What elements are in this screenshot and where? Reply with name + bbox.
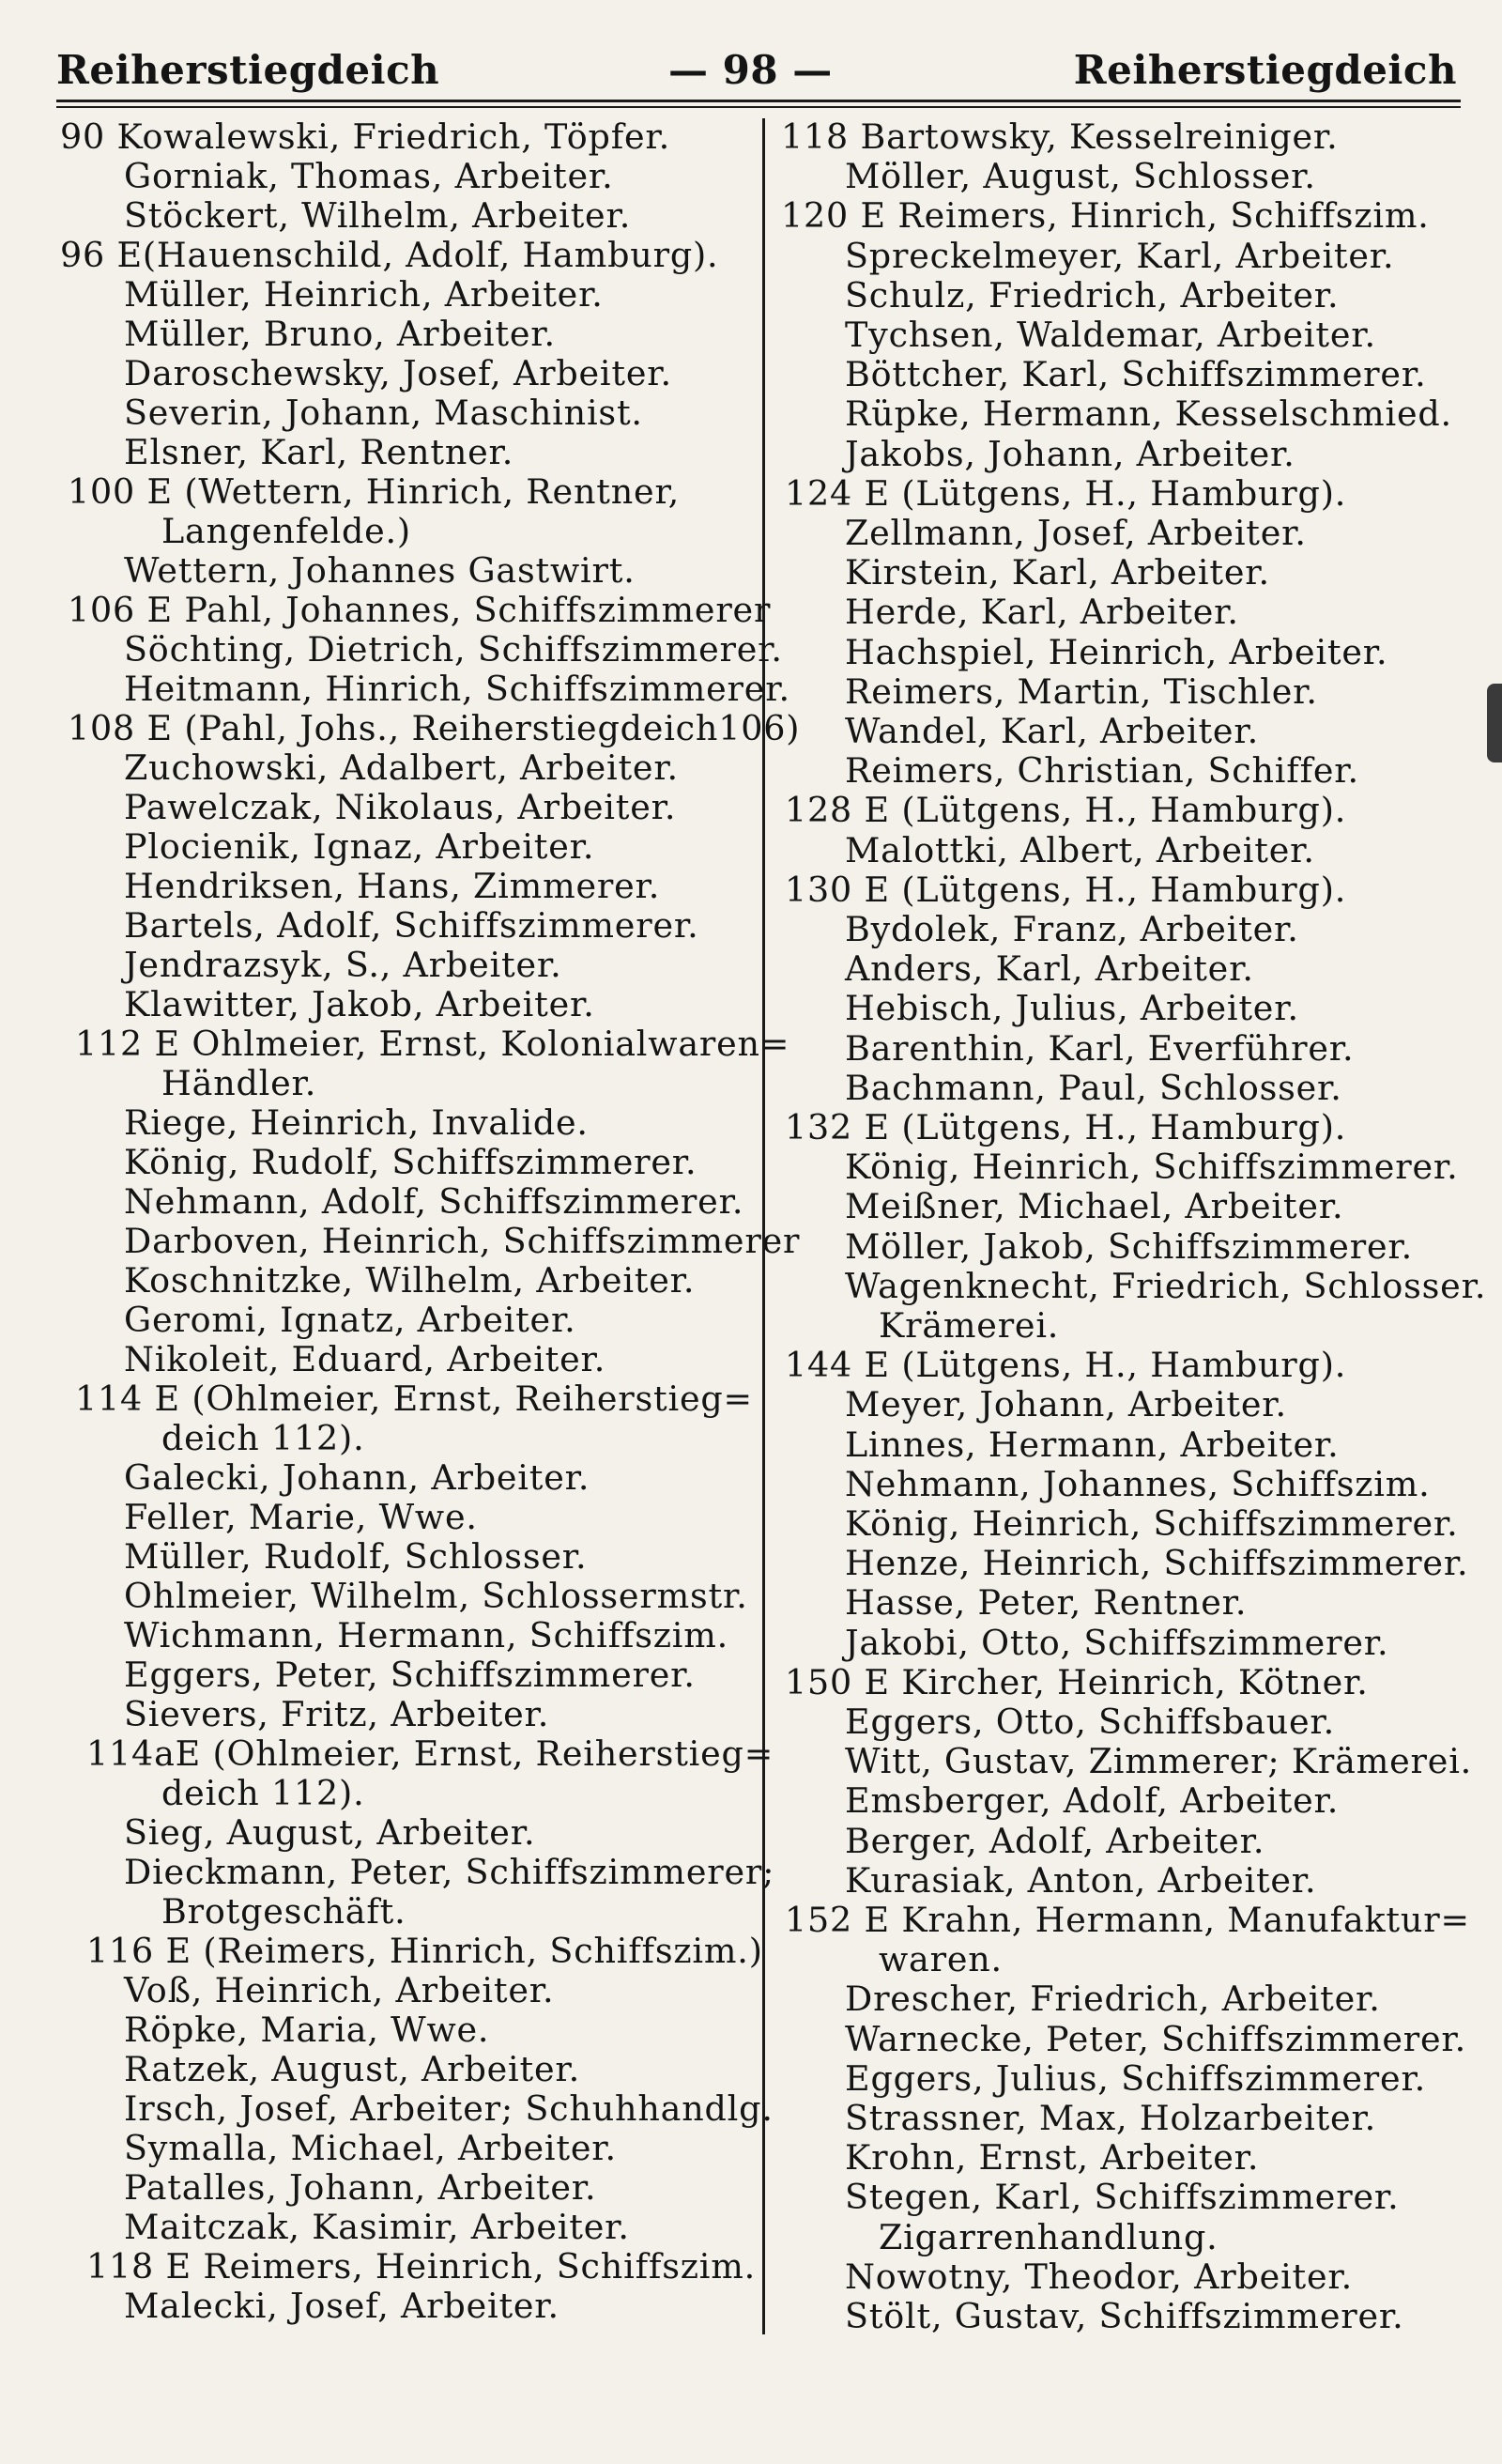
running-header-left: Reiherstiegdeich [56, 47, 440, 93]
directory-entry: Witt, Gustav, Zimmerer; Krämerei. [845, 1741, 1473, 1781]
directory-entry: Koschnitzke, Wilhelm, Arbeiter. [124, 1260, 696, 1301]
directory-entry: Riege, Heinrich, Invalide. [124, 1102, 589, 1143]
directory-entry: Malottki, Albert, Arbeiter. [845, 830, 1315, 870]
directory-entry: Rüpke, Hermann, Kesselschmied. [845, 393, 1452, 434]
directory-entry: Herde, Karl, Arbeiter. [845, 592, 1239, 632]
directory-entry: Stöckert, Wilhelm, Arbeiter. [124, 195, 632, 236]
directory-entry: Hendriksen, Hans, Zimmerer. [124, 866, 661, 906]
directory-entry: Nikoleit, Eduard, Arbeiter. [124, 1339, 606, 1379]
directory-entry: Elsner, Karl, Rentner. [124, 432, 514, 472]
directory-entry: Geromi, Ignatz, Arbeiter. [124, 1300, 576, 1340]
directory-entry: Warnecke, Peter, Schiffszimmerer. [845, 2019, 1467, 2059]
directory-entry: Brotgeschäft. [161, 1891, 406, 1932]
directory-entry: Symalla, Michael, Arbeiter. [124, 2128, 617, 2168]
directory-entry: Müller, Rudolf, Schlosser. [124, 1536, 588, 1577]
directory-entry: Irsch, Josef, Arbeiter; Schuhhandlg. [124, 2088, 774, 2129]
directory-entry: 106 E Pahl, Johannes, Schiffszimmerer [68, 590, 772, 630]
header-rule-thin [56, 106, 1461, 108]
directory-entry: Zuchowski, Adalbert, Arbeiter. [124, 747, 679, 788]
directory-entry: Eggers, Peter, Schiffszimmerer. [124, 1655, 696, 1695]
directory-entry: deich 112). [161, 1418, 365, 1458]
directory-entry: 144 E (Lütgens, H., Hamburg). [785, 1345, 1347, 1385]
directory-entry: Berger, Adolf, Arbeiter. [845, 1821, 1265, 1861]
directory-entry: 90 Kowalewski, Friedrich, Töpfer. [60, 116, 671, 157]
directory-entry: Zigarrenhandlung. [879, 2217, 1218, 2257]
directory-entry: König, Heinrich, Schiffszimmerer. [845, 1147, 1459, 1187]
directory-entry: Malecki, Josef, Arbeiter. [124, 2286, 559, 2326]
directory-entry: Bartels, Adolf, Schiffszimmerer. [124, 905, 699, 946]
directory-entry: 124 E (Lütgens, H., Hamburg). [785, 473, 1347, 514]
directory-entry: Galecki, Johann, Arbeiter. [124, 1457, 590, 1498]
directory-entry: Bydolek, Franz, Arbeiter. [845, 909, 1299, 949]
directory-entry: Wettern, Johannes Gastwirt. [124, 550, 636, 591]
directory-entry: Gorniak, Thomas, Arbeiter. [124, 156, 614, 196]
directory-entry: 132 E (Lütgens, H., Hamburg). [785, 1107, 1347, 1147]
directory-entry: Strassner, Max, Holzarbeiter. [845, 2098, 1377, 2138]
directory-entry: 96 E(Hauenschild, Adolf, Hamburg). [60, 235, 719, 275]
directory-entry: Plocienik, Ignaz, Arbeiter. [124, 826, 595, 867]
directory-entry: deich 112). [161, 1773, 365, 1813]
directory-entry: 108 E (Pahl, Johs., Reiherstiegdeich106) [68, 708, 801, 748]
directory-entry: Heitmann, Hinrich, Schiffszimmerer. [124, 669, 790, 709]
directory-entry: Henze, Heinrich, Schiffszimmerer. [845, 1543, 1469, 1583]
directory-entry: Müller, Heinrich, Arbeiter. [124, 274, 604, 315]
directory-entry: Schulz, Friedrich, Arbeiter. [845, 275, 1340, 316]
directory-entry: 116 E (Reimers, Hinrich, Schiffszim.) [86, 1931, 763, 1971]
directory-entry: Eggers, Otto, Schiffsbauer. [845, 1702, 1336, 1742]
directory-entry: Patalles, Johann, Arbeiter. [124, 2167, 597, 2208]
directory-entry: 114aE (Ohlmeier, Ernst, Reiherstieg= [86, 1733, 774, 1774]
directory-entry: Maitczak, Kasimir, Arbeiter. [124, 2207, 630, 2247]
directory-entry: Hasse, Peter, Rentner. [845, 1582, 1248, 1623]
directory-entry: Nowotny, Theodor, Arbeiter. [845, 2256, 1354, 2297]
directory-entry: Daroschewsky, Josef, Arbeiter. [124, 353, 672, 393]
directory-entry: 150 E Kircher, Heinrich, Kötner. [785, 1662, 1369, 1702]
directory-entry: Nehmann, Adolf, Schiffszimmerer. [124, 1181, 744, 1222]
header-rule [56, 100, 1461, 102]
directory-entry: Anders, Karl, Arbeiter. [845, 948, 1254, 989]
directory-entry: Wagenknecht, Friedrich, Schlosser. [845, 1266, 1487, 1306]
directory-entry: 120 E Reimers, Hinrich, Schiffszim. [781, 195, 1430, 236]
directory-entry: Reimers, Christian, Schiffer. [845, 750, 1359, 791]
directory-entry: Sieg, August, Arbeiter. [124, 1812, 536, 1853]
directory-entry: Krohn, Ernst, Arbeiter. [845, 2137, 1260, 2178]
directory-entry: Barenthin, Karl, Everführer. [845, 1028, 1355, 1069]
directory-entry: 112 E Ohlmeier, Ernst, Kolonialwaren= [75, 1024, 790, 1064]
directory-entry: Möller, Jakob, Schiffszimmerer. [845, 1226, 1413, 1267]
page-number: — 98 — [668, 47, 833, 93]
directory-entry: König, Heinrich, Schiffszimmerer. [845, 1503, 1459, 1544]
directory-entry: Linnes, Hermann, Arbeiter. [845, 1424, 1340, 1465]
directory-entry: Kirstein, Karl, Arbeiter. [845, 552, 1270, 593]
directory-entry: Wandel, Karl, Arbeiter. [845, 711, 1259, 751]
directory-entry: Emsberger, Adolf, Arbeiter. [845, 1780, 1340, 1821]
directory-entry: 152 E Krahn, Hermann, Manufaktur= [785, 1900, 1470, 1940]
directory-entry: Ohlmeier, Wilhelm, Schlossermstr. [124, 1576, 748, 1616]
directory-entry: Wichmann, Hermann, Schiffszim. [124, 1615, 729, 1656]
directory-entry: Voß, Heinrich, Arbeiter. [124, 1970, 555, 2010]
directory-entry: Sievers, Fritz, Arbeiter. [124, 1694, 550, 1734]
directory-entry: Hebisch, Julius, Arbeiter. [845, 988, 1299, 1028]
directory-entry: Pawelczak, Nikolaus, Arbeiter. [124, 787, 677, 827]
directory-entry: Böttcher, Karl, Schiffszimmerer. [845, 354, 1427, 394]
directory-entry: Röpke, Maria, Wwe. [124, 2010, 490, 2050]
directory-entry: Krämerei. [879, 1305, 1060, 1346]
directory-entry: 114 E (Ohlmeier, Ernst, Reiherstieg= [75, 1378, 753, 1419]
directory-entry: Bachmann, Paul, Schlosser. [845, 1068, 1342, 1108]
directory-entry: Meyer, Johann, Arbeiter. [845, 1384, 1287, 1424]
directory-entry: waren. [879, 1939, 1003, 1979]
directory-entry: Langenfelde.) [161, 511, 411, 551]
directory-entry: Hachspiel, Heinrich, Arbeiter. [845, 632, 1388, 672]
directory-entry: Stegen, Karl, Schiffszimmerer. [845, 2177, 1400, 2217]
directory-entry: Darboven, Heinrich, Schiffszimmerer [124, 1221, 801, 1261]
directory-entry: Händler. [161, 1063, 317, 1103]
directory-entry: Jakobi, Otto, Schiffszimmerer. [845, 1623, 1389, 1663]
directory-entry: Söchting, Dietrich, Schiffszimmerer. [124, 629, 783, 670]
directory-entry: Zellmann, Josef, Arbeiter. [845, 513, 1307, 553]
directory-entry: Feller, Marie, Wwe. [124, 1497, 478, 1537]
directory-entry: Eggers, Julius, Schiffszimmerer. [845, 2058, 1427, 2099]
directory-entry: 118 E Reimers, Heinrich, Schiffszim. [86, 2246, 757, 2287]
directory-entry: Dieckmann, Peter, Schiffszimmerer; [124, 1852, 775, 1892]
directory-entry: 118 Bartowsky, Kesselreiniger. [781, 116, 1339, 157]
directory-entry: Jakobs, Johann, Arbeiter. [845, 434, 1295, 474]
directory-entry: Tychsen, Waldemar, Arbeiter. [845, 315, 1376, 355]
directory-entry: Drescher, Friedrich, Arbeiter. [845, 1979, 1381, 2019]
directory-entry: Ratzek, August, Arbeiter. [124, 2049, 580, 2089]
directory-entry: 128 E (Lütgens, H., Hamburg). [785, 790, 1347, 830]
directory-entry: Klawitter, Jakob, Arbeiter. [124, 984, 595, 1024]
directory-entry: Müller, Bruno, Arbeiter. [124, 314, 556, 354]
directory-entry: 100 E (Wettern, Hinrich, Rentner, [68, 471, 681, 512]
page-edge-mark [1487, 684, 1502, 762]
directory-entry: Kurasiak, Anton, Arbeiter. [845, 1860, 1317, 1901]
directory-entry: Severin, Johann, Maschinist. [124, 393, 643, 433]
directory-entry: Stölt, Gustav, Schiffszimmerer. [845, 2296, 1404, 2336]
directory-entry: Nehmann, Johannes, Schiffszim. [845, 1464, 1431, 1504]
directory-entry: 130 E (Lütgens, H., Hamburg). [785, 870, 1347, 910]
directory-entry: Jendrazsyk, S., Arbeiter. [124, 945, 562, 985]
directory-entry: König, Rudolf, Schiffszimmerer. [124, 1142, 697, 1182]
directory-entry: Meißner, Michael, Arbeiter. [845, 1186, 1344, 1226]
directory-entry: Spreckelmeyer, Karl, Arbeiter. [845, 236, 1395, 276]
running-header-right: Reiherstiegdeich [1073, 47, 1457, 93]
directory-entry: Reimers, Martin, Tischler. [845, 671, 1318, 712]
directory-entry: Möller, August, Schlosser. [845, 156, 1316, 196]
